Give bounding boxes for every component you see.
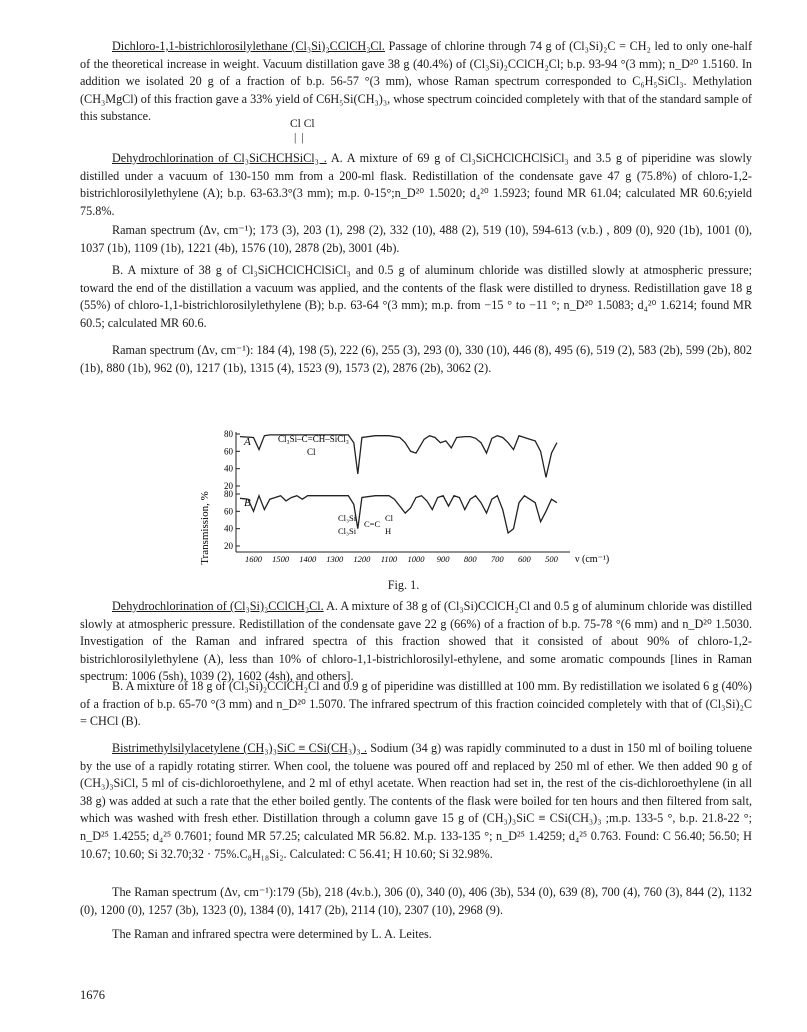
paragraph-text: The Raman and infrared spectra were determined by L. A. Leites. (112, 927, 432, 941)
x-tick-label: 1600 (245, 554, 263, 564)
series-line-b (240, 496, 557, 533)
x-tick-label: 900 (436, 554, 450, 564)
paragraph-text: Passage of chlorine through 74 g of (Cl₃Si)₂C = CH₂ led to only one-half of the theoretical increase in weight. Vacuum distillation gave 38 g (40.4%) of (Cl₃Si)₂CClCH₂Cl; b.p. 93-94 °(3 mm); n_D²⁰ 1.5160. In addition we isolated 20 g of a fraction of b.p. 56-57 °(3 mm), whose Raman spectrum corresponded to C₆H₅SiCl₃. Methylation (CH₃MgCl) of this fraction gave a 33% yield of C6H₅Si(CH₃)₃, whose spectrum coincided completely with that of the standard sample of this substance. (80, 39, 752, 124)
formula-a-line2: Cl (307, 447, 316, 457)
paragraph (80, 222, 752, 257)
y-tick-label: 40 (224, 523, 233, 534)
paragraph-text: Raman spectrum (Δν, cm⁻¹); 173 (3), 203 (1), 298 (2), 332 (10), 488 (2), 519 (10), 594-613 (v.b.) , 809 (0), 920 (1b), 1001 (0), 1037 (1b), 1109 (1b), 1221 (4b), 1576 (10), 2878 (2b), 3001 (4b). (80, 223, 752, 255)
y-axis-label: Transmission, % (199, 491, 211, 565)
x-axis-unit: ν (cm⁻¹) (575, 554, 610, 565)
formula-b-cl: Cl (385, 513, 394, 523)
paragraph (80, 678, 752, 731)
paragraph (80, 884, 752, 919)
section-heading: Dehydrochlorination of Cl₃SiCHCHSiCl₃ . (112, 151, 327, 165)
paragraph (80, 342, 752, 377)
x-tick-label: 1300 (326, 554, 344, 564)
formula-b-h: H (385, 526, 392, 536)
paragraph (80, 150, 752, 220)
page-number: 1676 (80, 988, 105, 1002)
formula-b-line1: Cl₃Si (338, 513, 357, 523)
formula-a-line1: Cl₃Si–C=CH–SiCl₃ (278, 434, 349, 444)
y-tick-label: 60 (224, 446, 233, 457)
formula-b-mid: C=C (364, 519, 381, 529)
x-tick-label: 500 (545, 554, 558, 564)
paragraph (80, 926, 752, 944)
x-tick-label: 600 (518, 554, 531, 564)
paragraph-text: B. A mixture of 38 g of Cl₃SiCHClCHClSiCl₃ and 0.5 g of aluminum chloride was distilled slowly at atmospheric pressure; toward the end of the distillation a vacuum was applied, and the contents of the flask were distilled to dryness. Redistillation gave 18 g (55%) of chloro-1,1-bistrichlorosilylethylene (B); b.p. 63-64 °(3 mm); m.p. from −15 ° to −11 °; n_D²⁰ 1.5083; d₄²⁰ 1.6214; found MR 60.5; calculated MR 60.6. (80, 263, 752, 330)
paragraph-text: The Raman spectrum (Δν, cm⁻¹):179 (5b), 218 (4v.b.), 306 (0), 340 (0), 406 (3b), 534 (0), 639 (8), 700 (4), 760 (3), 844 (2), 1132 (0), 1200 (0), 1257 (3b), 1323 (0), 1384 (0), 1417 (2b), 2114 (10), 2307 (10), 2968 (9). (80, 885, 752, 917)
section-heading: Dehydrochlorination of (Cl₃Si)₂CClCH₂Cl. (112, 599, 324, 613)
chlorine-label: Cl Cl (290, 118, 315, 130)
x-tick-label: 1100 (380, 554, 398, 564)
y-tick-label: 20 (224, 481, 233, 491)
x-tick-label: 700 (490, 554, 504, 564)
y-tick-label: 20 (224, 541, 233, 551)
x-tick-label: 1400 (299, 554, 317, 564)
y-tick-label: 80 (224, 489, 233, 499)
paragraph-text: A. A mixture of 69 g of Cl₃SiCHClCHClSiCl₃ and 3.5 g of piperidine was slowly distilled under a vacuum of 130-150 mm from a 200-ml flask. Redistillation of the condensate gave 47 g (75.8%) of chloro-1,2-bistrichlorosilylethylene (A); b.p. 63-63.3°(3 mm); m.p. 0-15°;n_D²⁰ 1.5020; d₄²⁰ 1.5923; found MR 61.04; calculated MR 60.6;yield 75.8%. (80, 151, 752, 218)
paragraph-text: B. A mixture of 18 g of (Cl₃Si)₂CClCH₂Cl and 0.9 g of piperidine was distillled at 100 mm. By redistillation we isolated 6 g (40%) of a fraction of b.p. 65-70 °(3 mm) and n_D²⁰ 1.5070. The infrared spectrum of this fraction coincided completely with that of (Cl₃Si)₂C = CHCl (B). (80, 679, 752, 729)
paragraph-text: Sodium (34 g) was rapidly comminuted to a dust in 150 ml of boiling toluene by the use of a rapidly rotating stirrer. When cool, the toluene was poured off and replaced by 250 ml of ether. We then added 90 g of (CH₃)₃SiCl, 5 ml of cis-dichloroethylene, and 2 ml of ethyl acetate. When reaction had set in, the rest of the cis-dichloroethylene (in all 38 g) was added at such a rate that the ether boiled gently. The contents of the flask were boiled for ten hours and then filtered from salt, which was washed with fresh ether. Distillation through a column gave 15 g of (CH₃)₃SiC ≡ CSi(CH₃)₃ ;m.p. 133-5 °, b.p. 21.8-22 °; n_D²⁵ 1.4255; d₄²⁵ 0.7601; found MR 57.25; calculated MR 56.82. M.p. 133-135 °; n_D²⁵ 1.4259; d₄²⁵ 0.763. Found: C 56.40; 56.50; H 10.67; 10.60; Si 32.70;32 · 75%.C₈H₁₈Si₂. Calculated: C 56.41; H 10.60; Si 32.98%. (80, 741, 752, 861)
section-heading: Dichloro-1,1-bistrichlorosilylethane (Cl₃Si)₂CClCH₂Cl. (112, 39, 385, 53)
y-tick-label: 80 (224, 429, 233, 439)
paragraph (80, 38, 752, 126)
x-axis-ticks (245, 554, 559, 564)
paragraph (80, 598, 752, 686)
x-tick-label: 800 (463, 554, 477, 564)
paragraph-text: A. A mixture of 38 g of (Cl₃Si)CClCH₂Cl and 0.5 g of aluminum chloride was distilled slowly at atmospheric pressure. Redistillation of the condensate gave 22 g (66%) of a fraction of b.p. 75-78 °(6 mm) and n_D²⁰ 1.5030. Investigation of the Raman and infrared spectra of this fraction showed that it consisted of about 90% of chloro-1,2-bistrichlorosilylethylene (A), less than 10% of chloro-1,1-bistrichlorosilyl-ethylene, and some aromatic compounds [lines in Raman spectrum: 1006 (5sh), 1039 (2), 1602 (4sh), and others]. (80, 599, 752, 684)
panel-a-y-ticks (224, 429, 240, 491)
bond-bars: | | (294, 132, 305, 144)
x-tick-label: 1500 (272, 554, 290, 564)
ir-spectrum-figure (199, 428, 610, 568)
formula-b-line2: Cl₃Si (338, 526, 357, 536)
x-tick-label: 1200 (353, 554, 371, 564)
panel-a-label: A (244, 436, 251, 448)
y-tick-label: 60 (224, 506, 233, 517)
figure-caption: Fig. 1. (387, 578, 420, 592)
x-tick-label: 1000 (407, 554, 425, 564)
paragraph (80, 262, 752, 332)
section-heading: Bistrimethylsilylacetylene (CH₃)₃SiC ≡ CSi(CH₃)₃ . (112, 741, 367, 755)
paragraph-text: Raman spectrum (Δν, cm⁻¹): 184 (4), 198 (5), 222 (6), 255 (3), 293 (0), 330 (10), 446 (8), 495 (6), 519 (2), 583 (2b), 599 (2b), 802 (1b), 880 (1b), 962 (0), 1217 (1b), 1315 (4), 1523 (9), 1573 (2), 2876 (2b), 3062 (2). (80, 343, 752, 375)
y-tick-label: 40 (224, 463, 233, 474)
paragraph (80, 740, 752, 863)
panel-b-y-ticks (224, 489, 240, 551)
panel-b-label: B (244, 497, 251, 509)
